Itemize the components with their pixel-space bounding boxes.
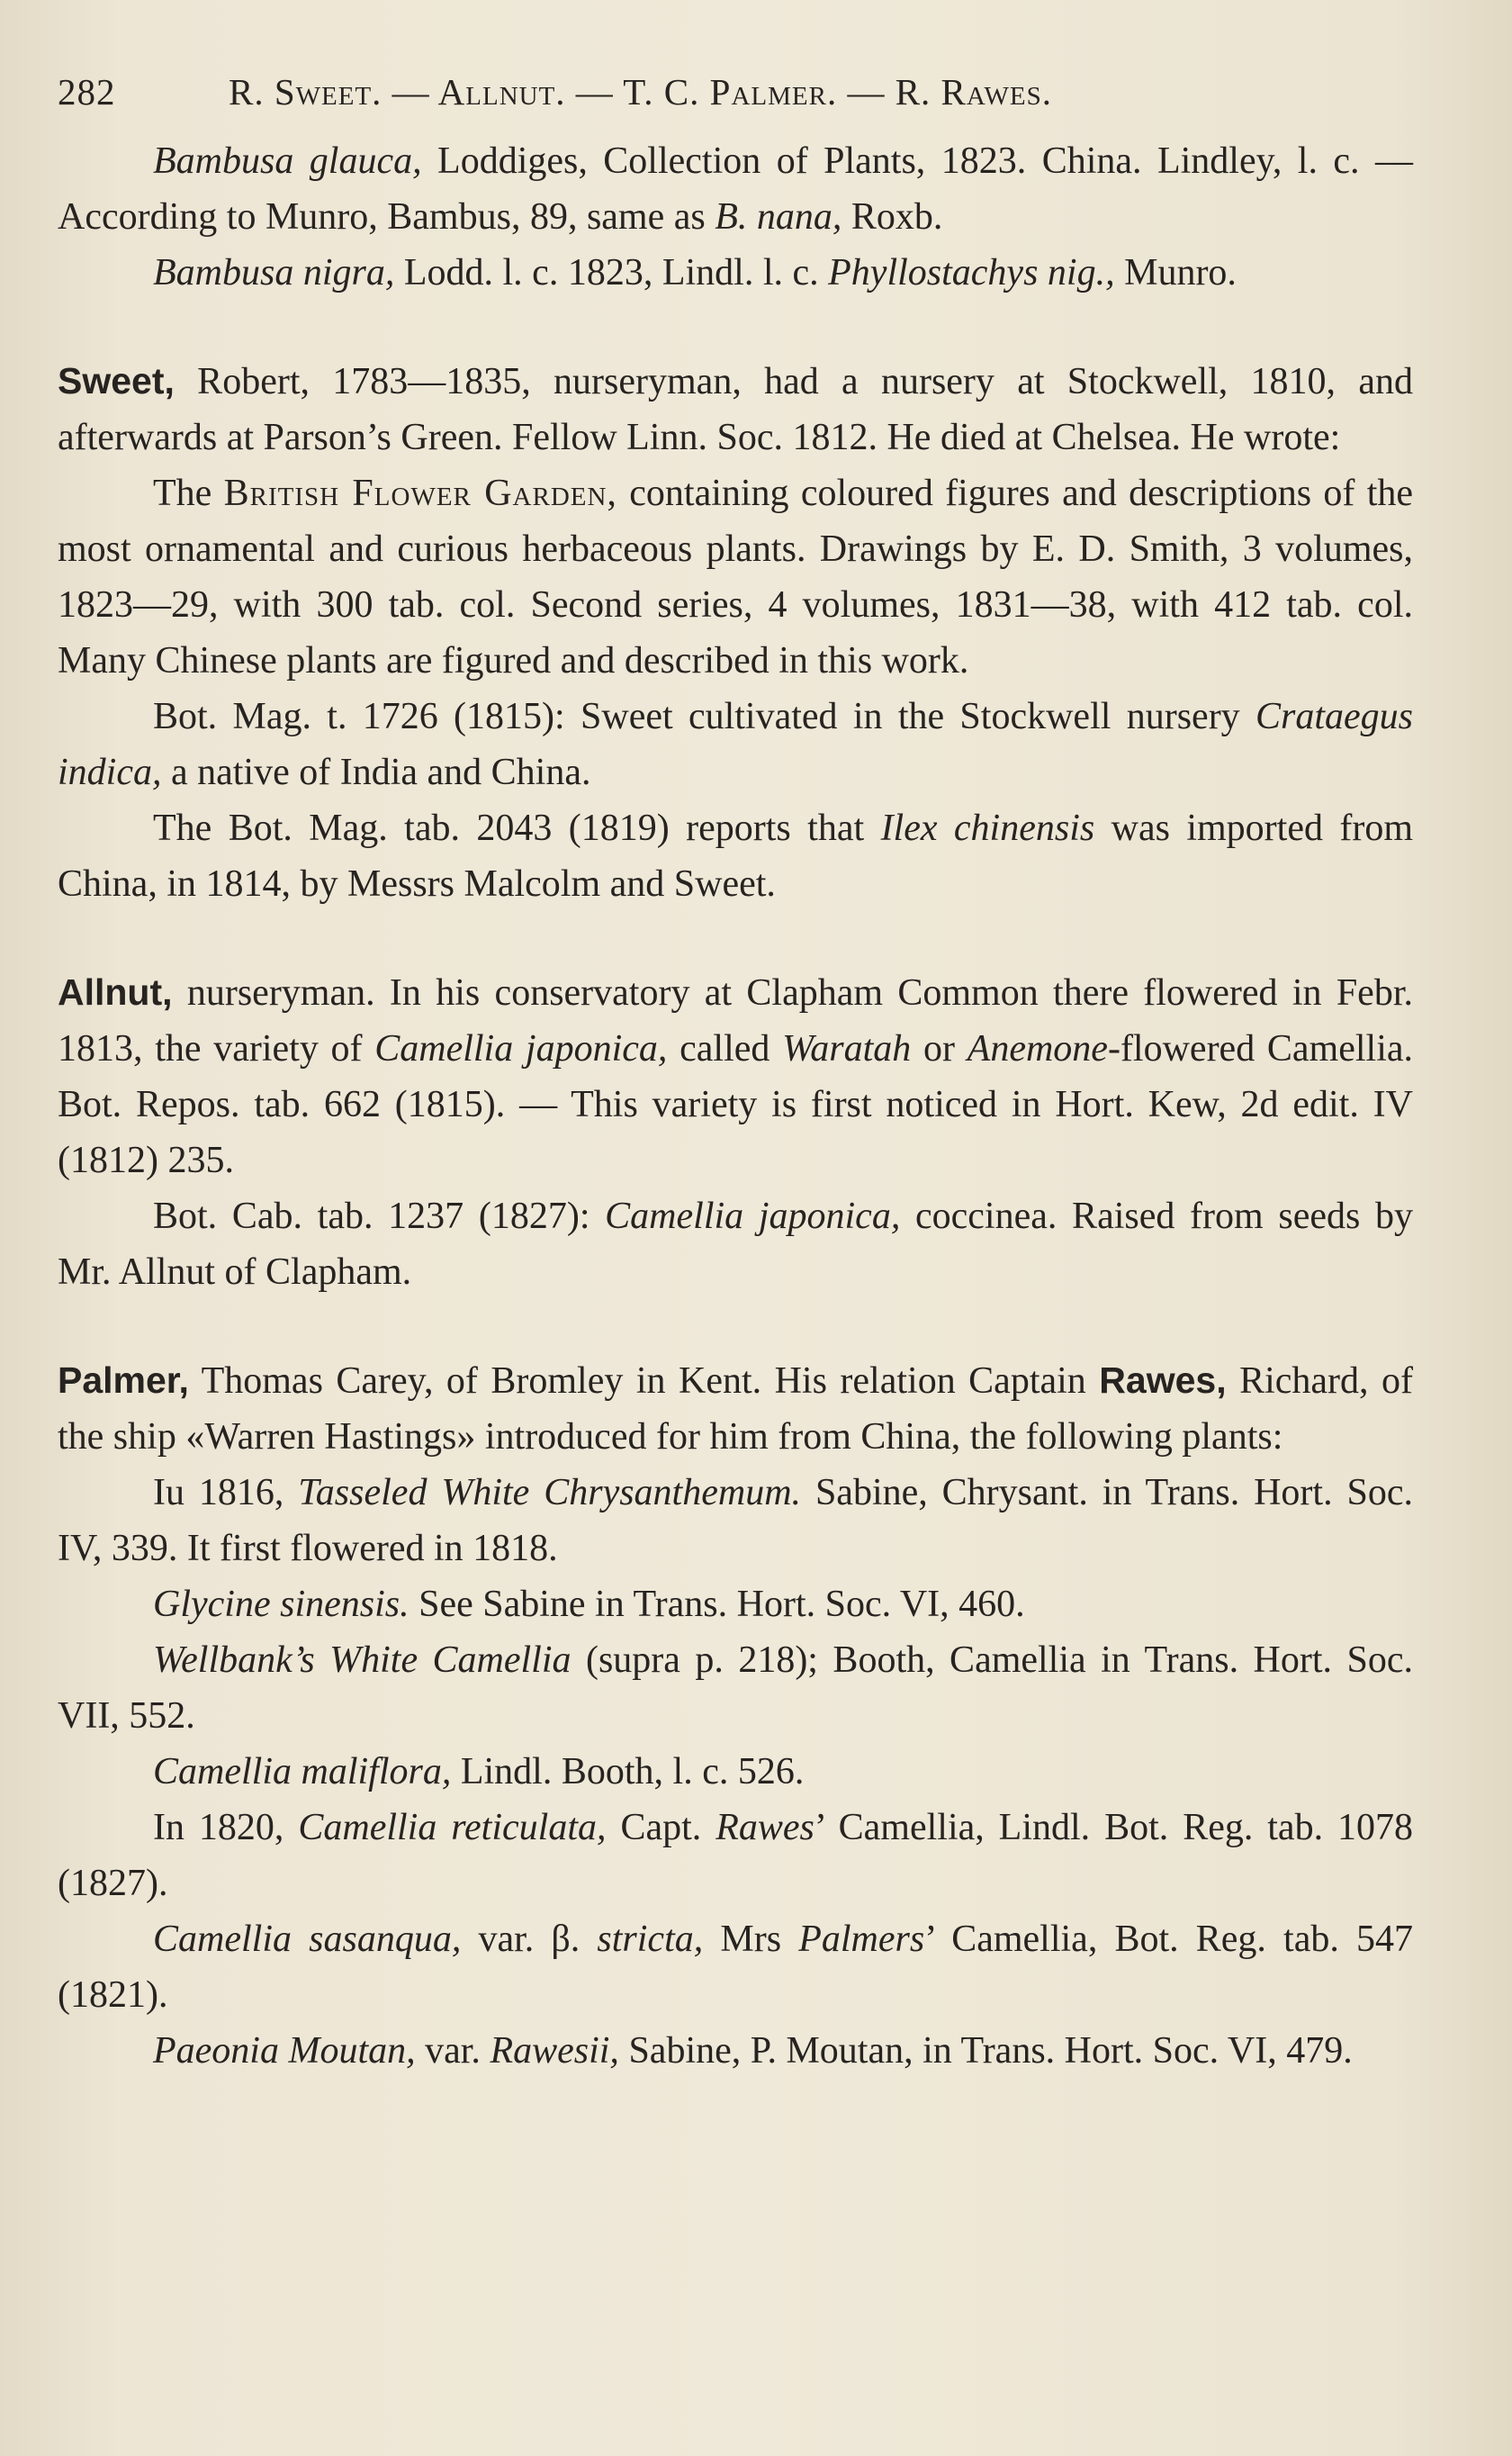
paeonia-moutan-paragraph — [58, 2023, 1413, 2079]
species-name: B. nana, — [715, 196, 842, 238]
text-run: Iu 1816, — [153, 1472, 299, 1513]
text-run: containing coloured figures and descriptions of the most ornamental and curious herbaceous plants. Drawings by E. D. Smith, 3 volumes, 1823—29, with 300 tab. col. Second series, 4 volumes, 1831—38, with 412 tab. col. Many Chinese plants are figured and described in this work. — [58, 473, 1414, 682]
variety-name: Anemone — [967, 1028, 1108, 1070]
species-name: Camellia japonica, — [374, 1028, 668, 1070]
camellia-sasanqua-paragraph — [58, 1911, 1413, 2023]
text-run: The Bot. Mag. tab. 2043 (1819) reports that — [153, 808, 881, 849]
text-run: Bot. Mag. t. 1726 (1815): Sweet cultivated in the Stockwell nursery — [153, 696, 1256, 737]
variety-name: Rawesii, — [490, 2030, 619, 2072]
text-run: called — [667, 1028, 783, 1070]
species-name: Bambusa glauca, — [153, 140, 422, 182]
plant-name: Wellbank’s White Camellia — [153, 1639, 572, 1681]
species-name: Phyllostachys nig., — [828, 252, 1115, 293]
text-run: See Sabine in Trans. Hort. Soc. VI, 460. — [409, 1584, 1025, 1625]
text-run: Mrs — [703, 1919, 799, 1960]
entry-name-palmer: Palmer, — [58, 1359, 189, 1401]
species-name: Glycine sinensis. — [153, 1584, 410, 1625]
variety-name: stricta, — [597, 1919, 704, 1960]
british-flower-garden-paragraph — [58, 465, 1413, 689]
species-name: Crataegus indica, — [58, 696, 1413, 793]
section-gap — [58, 1300, 1413, 1352]
running-header — [58, 70, 1413, 133]
allnut-entry — [58, 964, 1413, 1300]
species-name: Camellia sasanqua, — [153, 1919, 462, 1960]
bambusa-nigra-paragraph — [58, 245, 1413, 301]
species-name: Bambusa nigra, — [153, 252, 395, 293]
variety-name: Waratah — [782, 1028, 912, 1070]
entry-name-sweet: Sweet, — [58, 360, 175, 402]
text-run: In 1820, — [153, 1807, 299, 1848]
person-name: Palmers — [798, 1919, 925, 1960]
section-gap — [58, 301, 1413, 353]
text-run: (supra p. 218); Booth, Camellia in Trans. Hort. Soc. VII, 552. — [58, 1639, 1413, 1737]
text-run: Bot. Cab. tab. 1237 (1827): — [153, 1196, 606, 1237]
book-title: British Flower Garden, — [223, 473, 617, 514]
text-run: var. — [415, 2030, 490, 2072]
text-run: nurseryman. In his conservatory at Clapham Common there flowered in Febr. 1813, the variety of — [58, 972, 1413, 1070]
camellia-maliflora-paragraph — [58, 1744, 1413, 1800]
entry-name-allnut: Allnut, — [58, 971, 173, 1013]
text-run: ’ Camellia, Bot. Reg. tab. 547 (1821). — [58, 1919, 1413, 2016]
species-name: Camellia maliflora, — [153, 1751, 452, 1792]
text-run: or — [911, 1028, 968, 1070]
text-run: Sabine, P. Moutan, in Trans. Hort. Soc. VI, 479. — [618, 2030, 1353, 2072]
species-name: Camellia japonica, — [605, 1196, 901, 1237]
sweet-intro-paragraph — [58, 353, 1413, 465]
glycine-paragraph — [58, 1576, 1413, 1632]
text-run: Loddiges, Collection of Plants, 1823. China. Lindley, l. c. — According to Munro, Bambus, 89, same as — [58, 140, 1413, 238]
ilex-paragraph — [58, 800, 1413, 912]
text-run: Lodd. l. c. 1823, Lindl. l. c. — [394, 252, 829, 293]
section-gap — [58, 912, 1413, 964]
text-run: -flowered Camellia. Bot. Repos. tab. 662 (1815). — This variety is first noticed in Hort. Kew, 2d edit. IV (1812) 235. — [58, 1028, 1414, 1181]
species-name: Camellia reticulata, — [298, 1807, 607, 1848]
text-run: var. β. — [461, 1919, 598, 1960]
species-name: Ilex chinensis — [880, 808, 1095, 849]
text-run: Thomas Carey, of Bromley in Kent. His relation Captain — [188, 1360, 1100, 1402]
palmer-intro-paragraph — [58, 1352, 1413, 1465]
chrysanthemum-paragraph — [58, 1465, 1413, 1576]
allnut-intro-paragraph — [58, 964, 1413, 1188]
text-run: Sabine, Chrysant. in Trans. Hort. Soc. IV, 339. It first flowered in 1818. — [58, 1472, 1413, 1569]
text-run: Richard, of the ship «Warren Hastings» introduced for him from China, the following plants: — [58, 1360, 1413, 1458]
text-run: ’ Camellia, Lindl. Bot. Reg. tab. 1078 (1827). — [58, 1807, 1413, 1904]
crataegus-paragraph — [58, 689, 1413, 800]
wellbank-camellia-paragraph — [58, 1632, 1413, 1744]
bambusa-glauca-paragraph — [58, 133, 1413, 245]
text-run: a native of India and China. — [161, 752, 591, 793]
palmer-entry — [58, 1352, 1413, 2079]
text-run: Munro. — [1114, 252, 1237, 293]
sweet-entry — [58, 353, 1413, 912]
camellia-reticulata-paragraph — [58, 1800, 1413, 1911]
text-run: Roxb. — [842, 196, 943, 238]
text-run: The — [153, 473, 224, 514]
text-run: coccinea. Raised from seeds by Mr. Allnut of Clapham. — [58, 1196, 1413, 1293]
species-name: Paeonia Moutan, — [153, 2030, 416, 2072]
text-run: was imported from China, in 1814, by Messrs Malcolm and Sweet. — [58, 808, 1414, 905]
text-run: Robert, 1783—1835, nurseryman, had a nursery at Stockwell, 1810, and afterwards at Parson’s Green. Fellow Linn. Soc. 1812. He died at Chelsea. He wrote: — [58, 361, 1413, 458]
bot-cab-paragraph — [58, 1188, 1413, 1300]
person-name: Rawes — [716, 1807, 814, 1848]
page-number: 282 — [58, 71, 116, 113]
text-run: Lindl. Booth, l. c. 526. — [451, 1751, 805, 1792]
text-run: Capt. — [606, 1807, 716, 1848]
bambusa-entries — [58, 133, 1413, 301]
entry-name-rawes: Rawes, — [1099, 1359, 1227, 1401]
plant-name: Tasseled White Chrysanthemum. — [298, 1472, 802, 1513]
running-title: R. Sweet. — Allnut. — T. C. Palmer. — R. Rawes. — [229, 71, 1052, 113]
